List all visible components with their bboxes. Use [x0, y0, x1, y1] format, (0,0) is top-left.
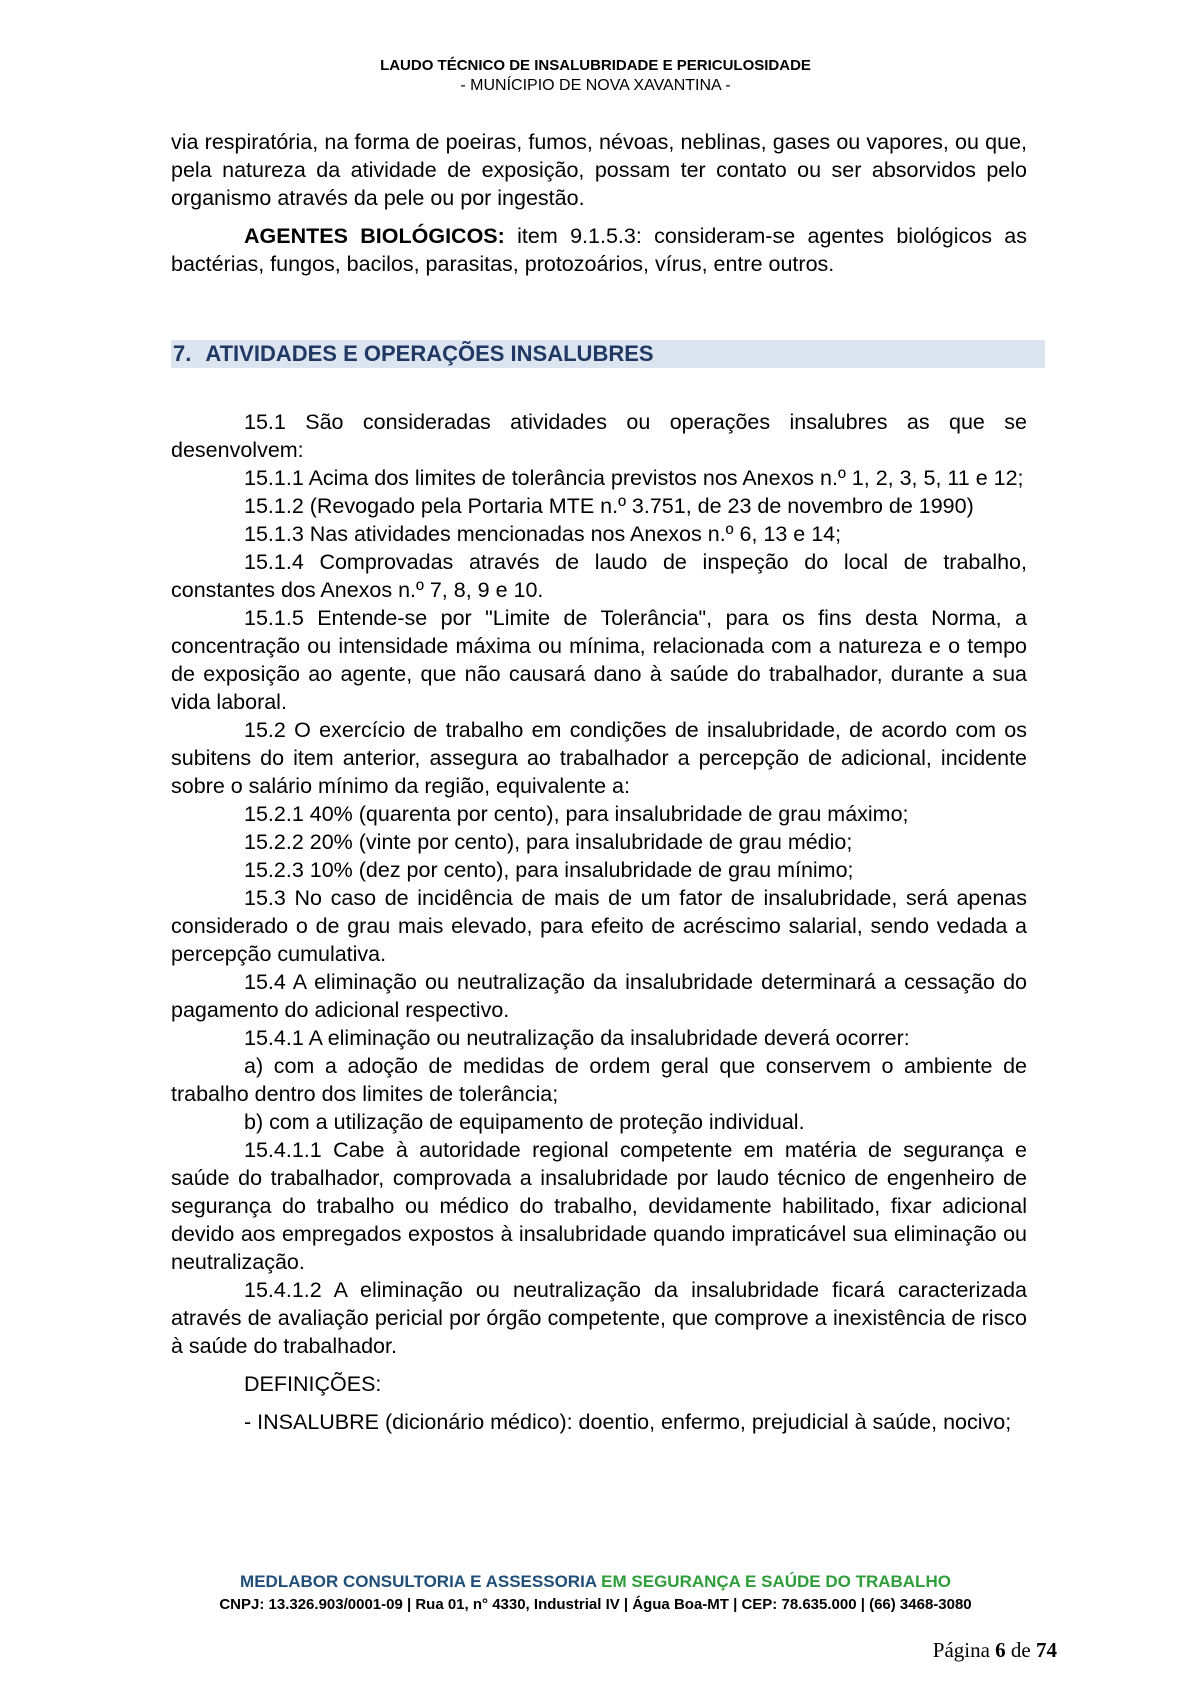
- paragraph: 15.4 A eliminação ou neutralização da insalubridade determinará a cessação do pagamento do adicional respectivo.: [171, 970, 1027, 1022]
- intro-paragraph: via respiratória, na forma de poeiras, fumos, névoas, neblinas, gases ou vapores, ou que, pela natureza da atividade de exposição, possam ter contato ou ser absorvidos pelo organismo através da pele ou por ingestão.: [171, 130, 1027, 210]
- paragraph: 15.1 São consideradas atividades ou operações insalubres as que se desenvolvem:: [171, 410, 1027, 462]
- footer-company: [0, 1572, 1191, 1592]
- paragraph: 15.4.1 A eliminação ou neutralização da insalubridade deverá ocorrer:: [244, 1026, 910, 1050]
- page-total: 74: [1036, 1638, 1057, 1662]
- section-number: 7.: [173, 341, 192, 366]
- footer-company-tagline: EM SEGURANÇA E SAÚDE DO TRABALHO: [596, 1572, 951, 1591]
- footer-address: CNPJ: 13.326.903/0001-09 | Rua 01, n° 4330, Industrial IV | Água Boa-MT | CEP: 78.635.000 | (66) 3468-3080: [219, 1596, 972, 1613]
- paragraph: 15.2 O exercício de trabalho em condições de insalubridade, de acordo com os subitens do item anterior, assegura ao trabalhador a percepção de adicional, incidente sobre o salário mínimo da região, equivalente a:: [171, 718, 1027, 798]
- header-title: LAUDO TÉCNICO DE INSALUBRIDADE E PERICULOSIDADE: [380, 57, 811, 74]
- page-current: 6: [995, 1638, 1006, 1662]
- paragraph: 15.1.3 Nas atividades mencionadas nos Anexos n.º 6, 13 e 14;: [244, 522, 842, 546]
- paragraph: 15.3 No caso de incidência de mais de um fator de insalubridade, será apenas considerado o de grau mais elevado, para efeito de acréscimo salarial, sendo vedada a percepção cumulativa.: [171, 886, 1027, 966]
- paragraph: 15.2.3 10% (dez por cento), para insalubridade de grau mínimo;: [244, 858, 854, 882]
- document-header: [0, 56, 1191, 96]
- footer-company-name: MEDLABOR CONSULTORIA E ASSESSORIA: [240, 1572, 597, 1591]
- section-title: ATIVIDADES E OPERAÇÕES INSALUBRES: [205, 341, 654, 366]
- section-heading: [171, 340, 1045, 368]
- header-subtitle: - MUNÍCIPIO DE NOVA XAVANTINA -: [460, 77, 731, 94]
- definition-item: - INSALUBRE (dicionário médico): doentio, enfermo, prejudicial à saúde, nocivo;: [244, 1410, 1012, 1434]
- biological-agents-paragraph: [171, 222, 1027, 278]
- page-number: [933, 1638, 1057, 1663]
- biological-agents-text: item 9.1.5.3: consideram-se agentes biológicos as bactérias, fungos, bacilos, parasitas, protozoários, vírus, entre outros.: [171, 224, 1027, 276]
- paragraph: a) com a adoção de medidas de ordem geral que conservem o ambiente de trabalho dentro dos limites de tolerância;: [171, 1054, 1027, 1106]
- paragraph: 15.1.2 (Revogado pela Portaria MTE n.º 3.751, de 23 de novembro de 1990): [244, 494, 974, 518]
- biological-agents-label: AGENTES BIOLÓGICOS:: [244, 224, 505, 248]
- paragraph: b) com a utilização de equipamento de proteção individual.: [244, 1110, 805, 1134]
- paragraph: 15.1.5 Entende-se por "Limite de Tolerância", para os fins desta Norma, a concentração ou intensidade máxima ou mínima, relacionada com a natureza e o tempo de exposição ao agente, que não causará dano à saúde do trabalhador, durante a sua vida laboral.: [171, 606, 1027, 714]
- paragraph: 15.4.1.1 Cabe à autoridade regional competente em matéria de segurança e saúde do trabalhador, comprovada a insalubridade por laudo técnico de engenheiro de segurança do trabalho ou médico do trabalho, devidamente habilitado, fixar adicional devido aos empregados expostos à insalubridade quando impraticável sua eliminação ou neutralização.: [171, 1138, 1027, 1274]
- paragraph: 15.2.1 40% (quarenta por cento), para insalubridade de grau máximo;: [244, 802, 909, 826]
- paragraph: 15.1.1 Acima dos limites de tolerância previstos nos Anexos n.º 1, 2, 3, 5, 11 e 12;: [244, 466, 1024, 490]
- definitions-heading: DEFINIÇÕES:: [244, 1372, 382, 1396]
- paragraph: 15.4.1.2 A eliminação ou neutralização da insalubridade ficará caracterizada através de avaliação pericial por órgão competente, que comprove a inexistência de risco à saúde do trabalhador.: [171, 1278, 1027, 1358]
- paragraph: 15.2.2 20% (vinte por cento), para insalubridade de grau médio;: [244, 830, 853, 854]
- document-body: [171, 128, 1027, 1436]
- page-separator: de: [1005, 1638, 1036, 1662]
- paragraph: 15.1.4 Comprovadas através de laudo de inspeção do local de trabalho, constantes dos Anexos n.º 7, 8, 9 e 10.: [171, 550, 1027, 602]
- page-label: Página: [932, 1638, 996, 1662]
